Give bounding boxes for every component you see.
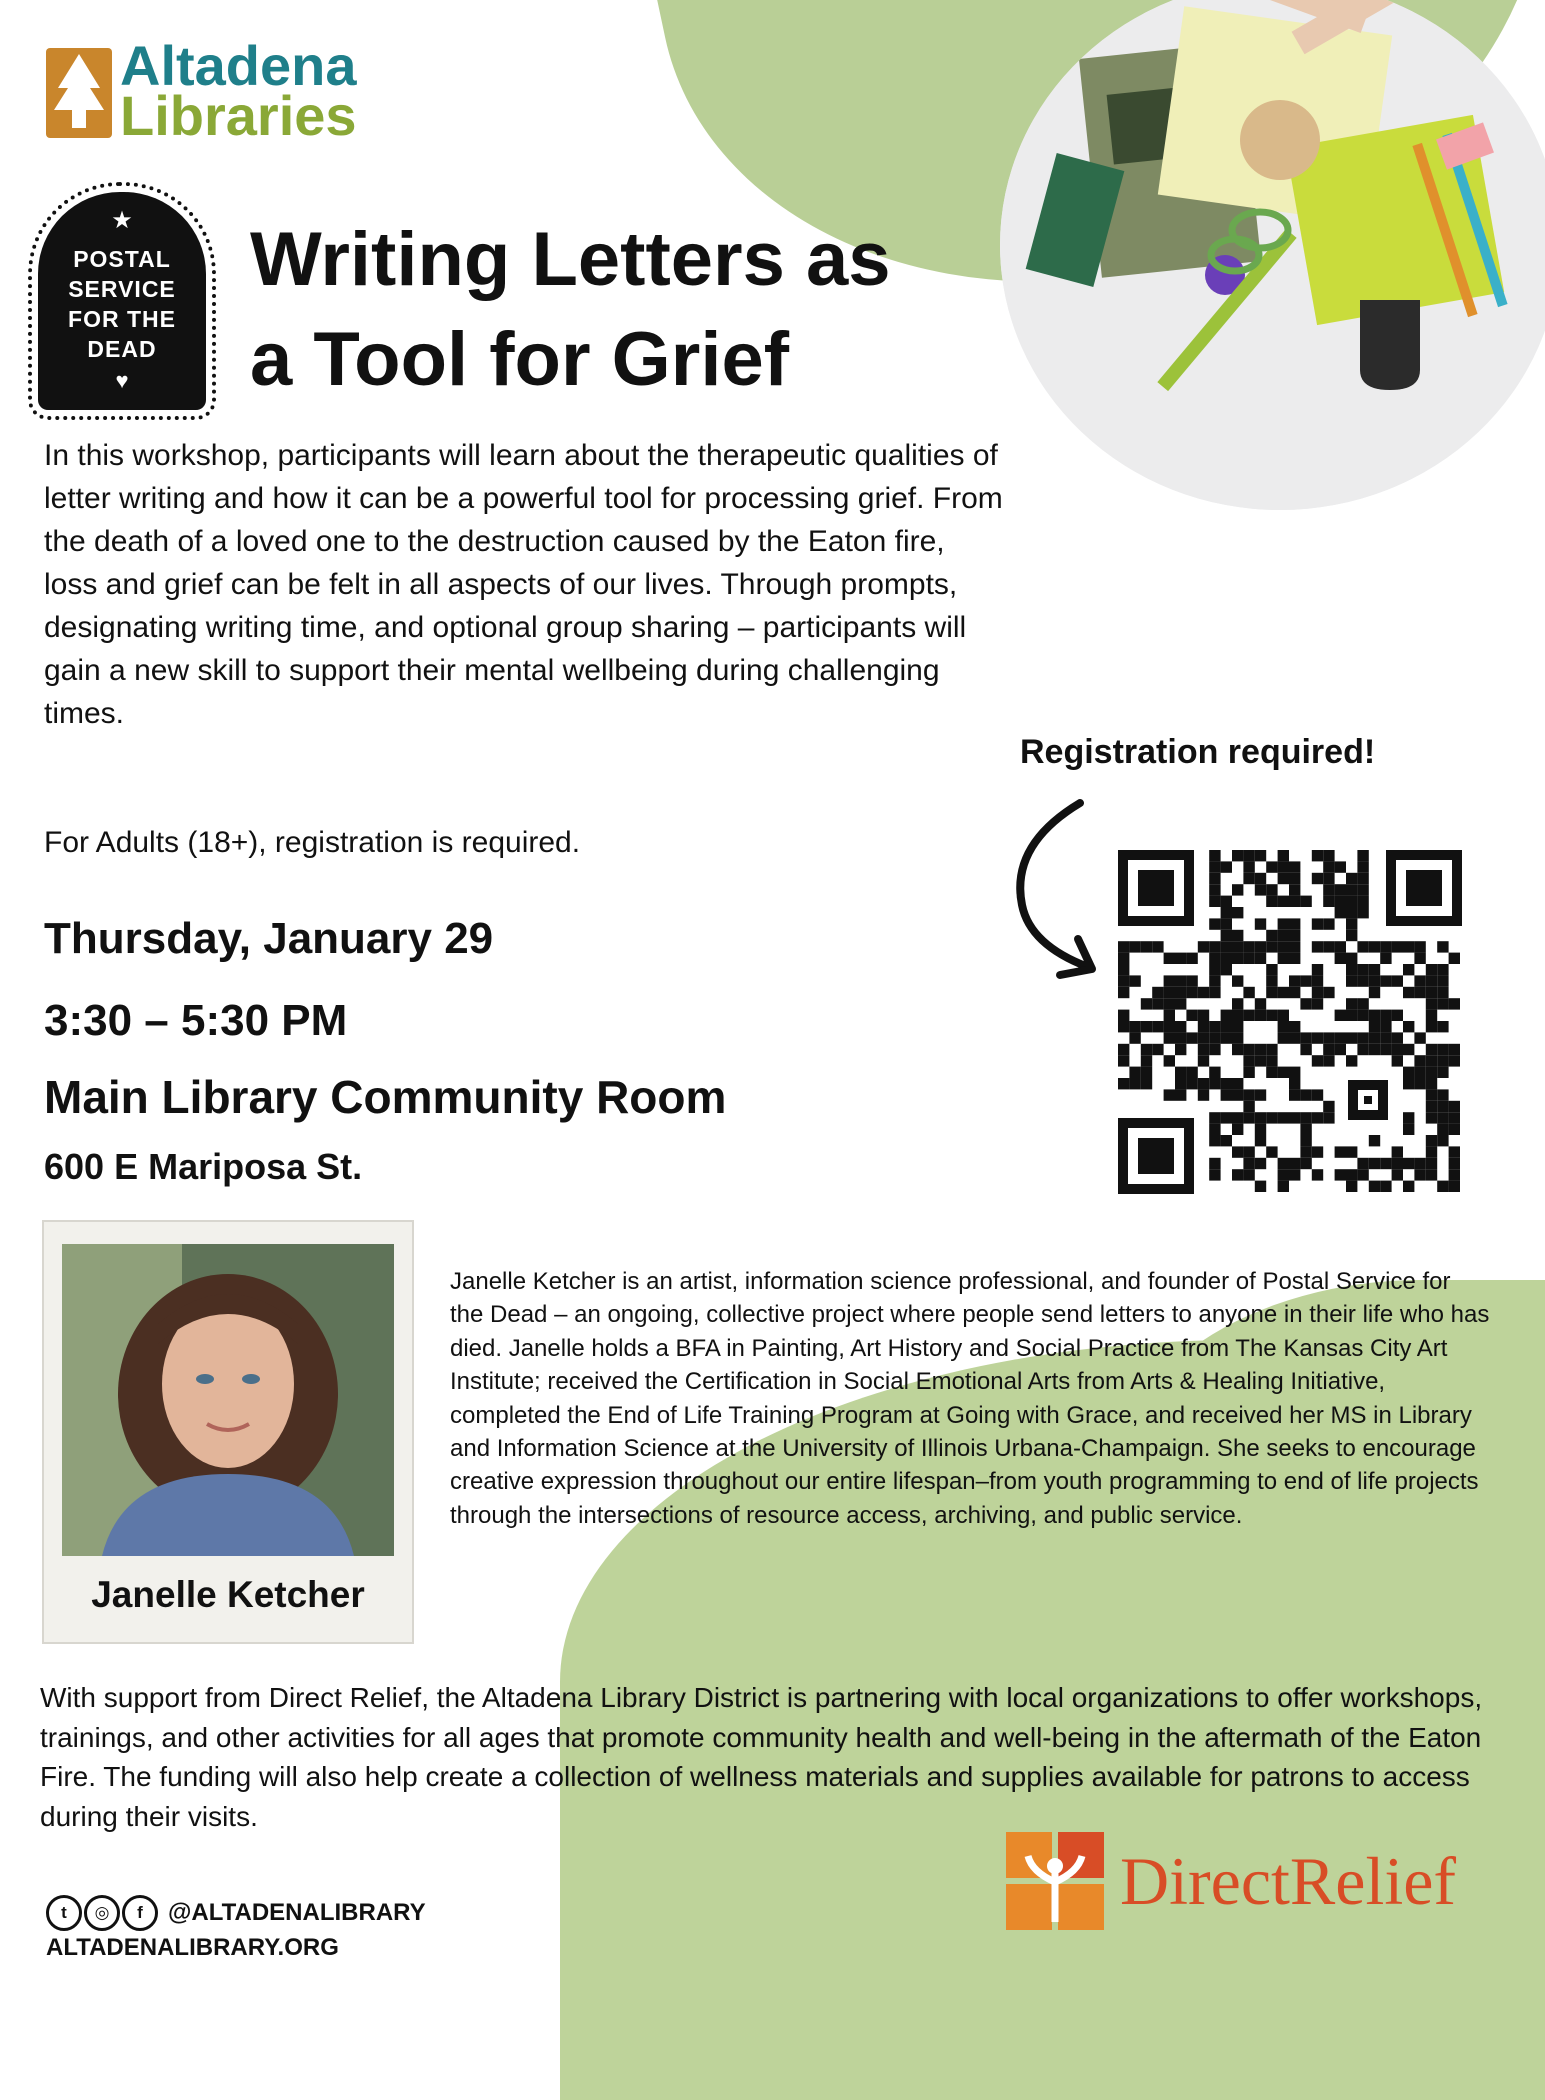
event-address: 600 E Mariposa St. xyxy=(44,1146,363,1187)
social-handle[interactable]: @ALTADENALIBRARY xyxy=(168,1899,426,1926)
event-time: 3:30 – 5:30 PM xyxy=(44,996,348,1045)
direct-relief-emblem-icon xyxy=(1002,1832,1112,1932)
presenter-name: Janelle Ketcher xyxy=(91,1574,365,1615)
registration-qr-code[interactable] xyxy=(1118,850,1462,1194)
letter-writing-photo xyxy=(1000,0,1545,510)
star-icon: ★ xyxy=(111,207,133,234)
audience-note: For Adults (18+), registration is required. xyxy=(44,826,581,859)
twitter-icon[interactable]: t xyxy=(46,1895,82,1931)
tree-icon xyxy=(46,48,112,138)
direct-relief-logo xyxy=(1002,1832,1457,1932)
logo-word-libraries: Libraries xyxy=(120,84,357,147)
logo-word-altadena: Altadena xyxy=(120,34,357,97)
title-line-2: a Tool for Grief xyxy=(250,317,790,402)
library-website[interactable]: ALTADENALIBRARY.ORG xyxy=(46,1934,339,1961)
stamp-line-4: DEAD xyxy=(87,336,157,362)
event-location: Main Library Community Room xyxy=(44,1071,727,1123)
instagram-icon[interactable]: ◎ xyxy=(84,1895,120,1931)
event-date: Thursday, January 29 xyxy=(44,914,494,963)
funding-statement: With support from Direct Relief, the Altadena Library District is partnering with local organizations to offer workshops, trainings, and other activities for all ages that promote community health and well-being in the aftermath of the Eaton Fire. The funding will also help create a collection of wellness materials and supplies available for patrons to access during their visits. xyxy=(40,1682,1483,1832)
social-media-row xyxy=(46,1895,426,1929)
title-line-1: Writing Letters as xyxy=(250,217,891,302)
direct-relief-wordmark: DirectRelief xyxy=(1120,1843,1457,1919)
stamp-line-1: POSTAL xyxy=(73,246,171,272)
stamp-text xyxy=(38,244,206,364)
curved-arrow-icon xyxy=(1000,795,1110,990)
presenter-portrait xyxy=(62,1244,394,1556)
facebook-icon[interactable]: f xyxy=(122,1895,158,1931)
heart-icon: ♥ xyxy=(115,368,129,393)
event-title xyxy=(250,210,1010,410)
stamp-line-2: SERVICE xyxy=(68,276,176,302)
workshop-description: In this workshop, participants will learn about the therapeutic qualities of letter writing and how it can be a powerful tool for processing grief. From the death of a loved one to the destruction caused by the Eaton fire, loss and grief can be felt in all aspects of our lives. Through prompts, designating writing time, and optional group sharing – participants will gain a new skill to support their mental wellbeing during challenging times. xyxy=(44,439,1003,730)
presenter-photo-card xyxy=(44,1222,412,1642)
registration-label: Registration required! xyxy=(1020,733,1376,771)
stamp-line-3: FOR THE xyxy=(68,306,176,332)
postal-service-for-the-dead-stamp xyxy=(38,192,206,410)
presenter-bio: Janelle Ketcher is an artist, information science professional, and founder of Postal Service for the Dead – an ongoing, collective project where people send letters to anyone in their life who has died. Janelle holds a BFA in Painting, Art History and Social Practice from The Kansas City Art Institute; received the Certification in Social Emotional Arts from Arts & Healing Initiative, completed the End of Life Training Program at Going with Grace, and received her MS in Library and Information Science at the University of Illinois Urbana-Champaign. She seeks to encourage creative expression throughout our entire lifespan–from youth programming to end of life projects through the intersections of resource access, archiving, and public service. xyxy=(450,1268,1490,1529)
